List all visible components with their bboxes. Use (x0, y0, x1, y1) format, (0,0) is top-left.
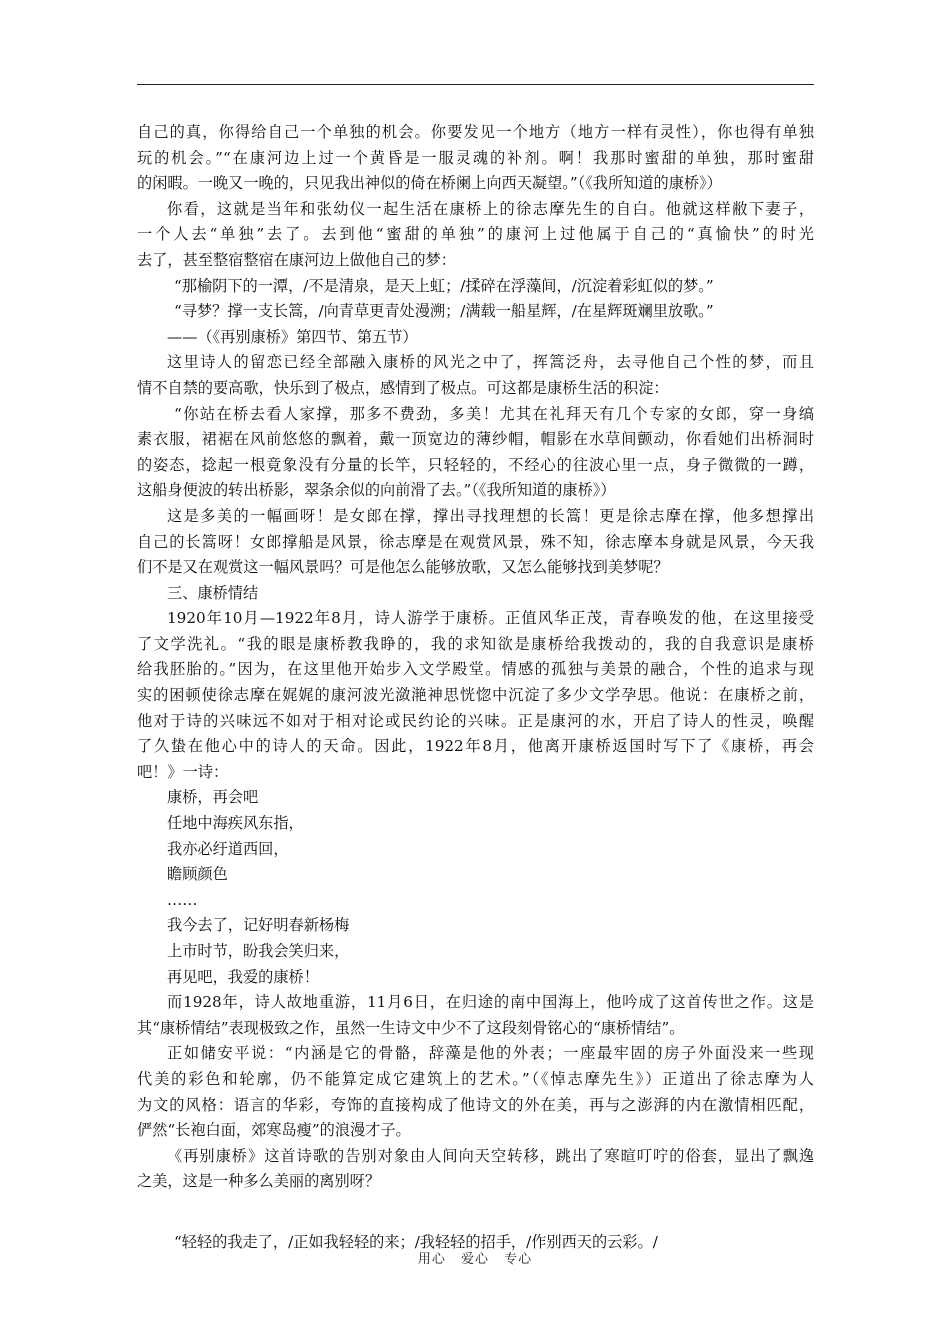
text-line: 代美的彩色和轮廓，仍不能算定成它建筑上的艺术。”（《悼志摩先生》）正道出了徐志摩为人 (137, 1069, 814, 1088)
text-line: 而1928年，诗人故地重游，11月6日，在归途的南中国海上，他吟成了这首传世之作。这是 (167, 993, 814, 1012)
text-line: 给我胚胎的。”因为，在这里他开始步入文学殿堂。情感的孤独与美景的融合，个性的追求与现 (137, 660, 814, 679)
page-footer (0, 1248, 950, 1267)
text-line: “寻梦？撑一支长篙，/向青草更青处漫溯；/满载一船星辉，/在星辉斑斓里放歌。” (174, 302, 714, 321)
text-line: 一个人去“单独”去了。去到他“蜜甜的单独”的康河上过他属于自己的“真愉快”的时光 (137, 225, 814, 244)
text-line: 的闲暇。一晚又一晚的，只见我出神似的倚在桥阑上向西天凝望。”（《我所知道的康桥》） (137, 174, 722, 193)
text-line: 瞻顾颜色 (167, 865, 228, 884)
text-line: 为文的风格：语言的华彩，夸饰的直接构成了他诗文的外在美，再与之澎湃的内在激情相匹配， (137, 1095, 814, 1114)
text-line: …… (167, 890, 198, 909)
text-line: 其“康桥情结”表现极致之作，虽然一生诗文中少不了这段刻骨铭心的“康桥情结”。 (137, 1018, 685, 1037)
text-line: 自己的真，你得给自己一个单独的机会。你要发见一个地方（地方一样有灵性），你也得有单独 (137, 123, 814, 141)
text-line: 正如储安平说：“内涵是它的骨骼，辞藻是他的外表；一座最牢固的房子外面没来一些现 (167, 1044, 814, 1063)
text-line: 们不是又在观赏这一幅风景吗？可是他怎么能够放歌，又怎么能够找到美梦呢？ (137, 558, 669, 577)
text-line: 玩的机会。”“在康河边上过一个黄昏是一服灵魂的补剂。啊！我那时蜜甜的单独，那时蜜甜 (137, 148, 814, 167)
text-line: 这船身便波的转出桥影，翠条余似的向前滑了去。”（《我所知道的康桥》） (137, 481, 616, 500)
text-line: 俨然“长袍白面，郊寒岛瘦”的浪漫才子。 (137, 1121, 411, 1140)
text-line: 的姿态，捻起一根竟象没有分量的长竿，只轻轻的，不经心的往波心里一点，身子微微的一蹲， (137, 455, 814, 474)
footer-word: 爱心 (460, 1252, 489, 1267)
text-line: 之美，这是一种多么美丽的离别呀？ (137, 1172, 380, 1191)
text-line: ——（《再别康桥》第四节、第五节） (167, 327, 418, 346)
text-line: 我亦必纡道西回， (167, 839, 289, 858)
text-line: 1920年10月—1922年8月，诗人游学于康桥。正值风华正茂，青春唤发的他，在这里接受 (167, 609, 814, 628)
header-rule (137, 84, 814, 85)
text-line: 《再别康桥》这首诗歌的告别对象由人间向天空转移，跳出了寒暄叮咛的俗套，显出了飘逸 (167, 1146, 814, 1165)
text-line: 我今去了，记好明春新杨梅 (167, 916, 350, 935)
text-line: 再见吧，我爱的康桥！ (167, 967, 319, 986)
text-line: “你站在桥去看人家撑，那多不费劲，多美！尤其在礼拜天有几个专家的女郎，穿一身缟 (174, 404, 814, 423)
text-line: 实的困顿使徐志摩在娓娓的康河波光潋滟神思恍惚中沉淀了多少文学孕思。他说：在康桥之前， (137, 686, 814, 705)
text-line: 吧！》一诗： (137, 762, 229, 781)
text-line: 情不自禁的要高歌，快乐到了极点，感情到了极点。可这都是康桥生活的积淀： (137, 378, 669, 397)
text-line: 去了，甚至整宿整宿在康河边上做他自己的梦： (137, 250, 456, 269)
footer-word: 专心 (504, 1252, 533, 1267)
text-line: 他对于诗的兴味远不如对于相对论或民约论的兴味。正是康河的水，开启了诗人的性灵，唤醒 (137, 711, 814, 730)
text-line: “那榆阴下的一潭，/不是清泉，是天上虹；/揉碎在浮藻间，/沉淀着彩虹似的梦。” (174, 276, 714, 295)
blank-line (137, 1195, 814, 1230)
text-line: 你看，这就是当年和张幼仪一起生活在康桥上的徐志摩先生的自白。他就这样敝下妻子， (167, 199, 814, 218)
text-line: 三、康桥情结 (167, 583, 259, 602)
text-line: 素衣服，裙裾在风前悠悠的飘着，戴一顶宽边的薄纱帽，帽影在水草间颤动，你看她们出桥洞时 (137, 430, 814, 449)
text-line: 任地中海疾风东指， (167, 814, 304, 833)
text-line: 这是多美的一幅画呀！是女郎在撑，撑出寻找理想的长篙！更是徐志摩在撑，他多想撑出 (167, 506, 814, 525)
document-body (137, 120, 814, 1256)
text-line: 了文学洗礼。“我的眼是康桥教我睁的，我的求知欲是康桥给我拨动的，我的自我意识是康桥 (137, 634, 814, 653)
footer-word: 用心 (417, 1252, 446, 1267)
text-line: 自己的长篙呀！女郎撑船是风景，徐志摩是在观赏风景，殊不知，徐志摩本身就是风景，今天我 (137, 532, 814, 551)
text-line: 这里诗人的留恋已经全部融入康桥的风光之中了，挥篙泛舟，去寻他自己个性的梦，而且 (167, 353, 814, 372)
text-line: “轻轻的我走了，/正如我轻轻的来；/我轻轻的招手，/作别西天的云彩。/ (174, 1232, 658, 1251)
text-line: 上市时节，盼我会笑归来， (167, 942, 350, 960)
text-line: 了久蛰在他心中的诗人的天命。因此，1922年8月，他离开康桥返国时写下了《康桥，再会 (137, 737, 814, 756)
text-line: 康桥，再会吧 (167, 788, 259, 807)
